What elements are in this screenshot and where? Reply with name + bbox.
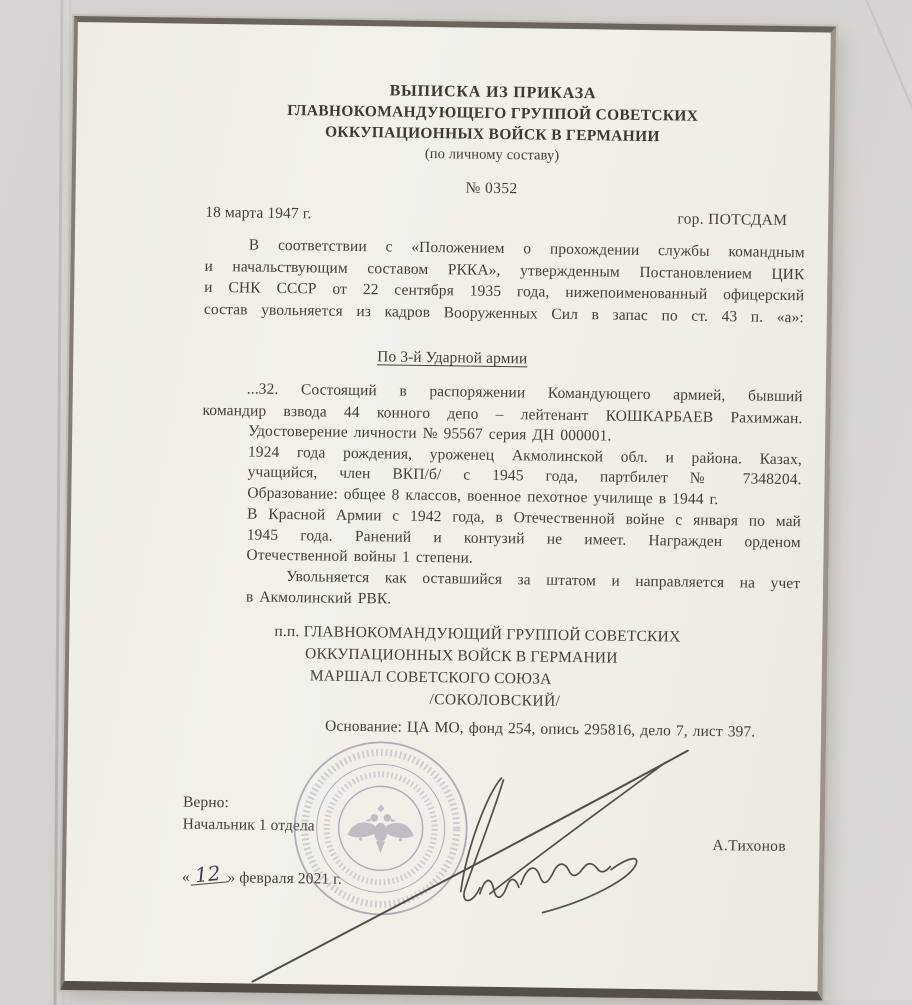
intro-line: и начальствующим составом РККА», утвержденным Постановлением ЦИК: [204, 257, 805, 283]
document-page: [60, 16, 836, 1001]
pp-abbr: п.п.: [274, 622, 300, 641]
signatory-line-1: п.п. ГЛАВНОКОМАНДУЮЩИЙ ГРУППОЙ СОВЕТСКИХ: [274, 622, 681, 646]
handwritten-day: 12: [189, 863, 228, 885]
detail-line: в Акмолинский РВК.: [245, 588, 392, 608]
header-line-1: ВЫПИСКА ИЗ ПРИКАЗА: [389, 82, 597, 103]
sleeve-fold-line: [862, 0, 912, 167]
detail-line: учащийся, член ВКП/б/ с 1945 года, партбилет № 7348204.: [247, 463, 802, 489]
order-number: № 0352: [465, 179, 518, 198]
detail-line: В Красной Армии с 1942 года, в Отечественной войне с января по май: [246, 505, 802, 531]
date-rest: » февраля 2021 г.: [227, 869, 343, 888]
detail-line: Увольняется как оставшийся за штатом и направляется на учет: [286, 567, 801, 593]
signatory-name: /СОКОЛОВСКИЙ/: [429, 691, 561, 710]
issue-date: 18 марта 1947 г.: [205, 203, 312, 223]
signatory-line-2: ОККУПАЦИОННЫХ ВОЙСК В ГЕРМАНИИ: [304, 645, 618, 667]
header-line-2: ГЛАВНОКОМАНДУЮЩЕГО ГРУППОЙ СОВЕТСКИХ: [287, 101, 699, 125]
section-heading: По 3-й Ударной армии: [377, 348, 528, 368]
entry-line: ...32. Состоящий в распоряжении Командующего армией, бывший: [246, 380, 803, 406]
header-line-4: (по личному составу): [424, 145, 560, 164]
detail-line: Отечественной войны 1 степени.: [246, 546, 474, 567]
date-open-quote: «: [181, 868, 190, 886]
intro-line: В соответствии с «Положением о прохождении службы командным: [248, 236, 805, 262]
intro-line: состав увольняется из кадров Вооруженных Сил в запас по ст. 43 п. «а»:: [203, 300, 804, 326]
detail-line: 1945 года. Ранений и контузий не имеет. Награжден орденом: [246, 525, 801, 551]
detail-line: Образование: общее 8 классов, военное пехотное училище в 1944 г.: [247, 484, 719, 509]
certifier-position: Начальник 1 отдела: [182, 815, 315, 835]
handwritten-signature: [65, 22, 831, 991]
verno-label: Верно:: [182, 793, 230, 812]
issue-place: гор. ПОТСДАМ: [677, 210, 788, 229]
entry-line: командир взвода 44 конного депо – лейтенант КОШКАРБАЕВ Рахимжан.: [202, 401, 803, 428]
signatory-line-3: МАРШАЛ СОВЕТСКОГО СОЮЗА: [309, 667, 552, 688]
detail-line: 1924 года рождения, уроженец Акмолинской обл. и района. Казах,: [247, 443, 802, 468]
detail-line: Удостоверение личности № 95567 серия ДН 000001.: [248, 422, 612, 445]
header-line-3: ОККУПАЦИОННЫХ ВОЙСК В ГЕРМАНИИ: [324, 123, 660, 146]
intro-line: и СНК СССР от 22 сентября 1935 года, нижепоименованный офицерский: [204, 278, 805, 305]
basis-line: Основание: ЦА МО, фонд 254, опись 295816, дело 7, лист 397.: [324, 717, 756, 741]
certifier-name: А.Тихонов: [712, 836, 787, 856]
